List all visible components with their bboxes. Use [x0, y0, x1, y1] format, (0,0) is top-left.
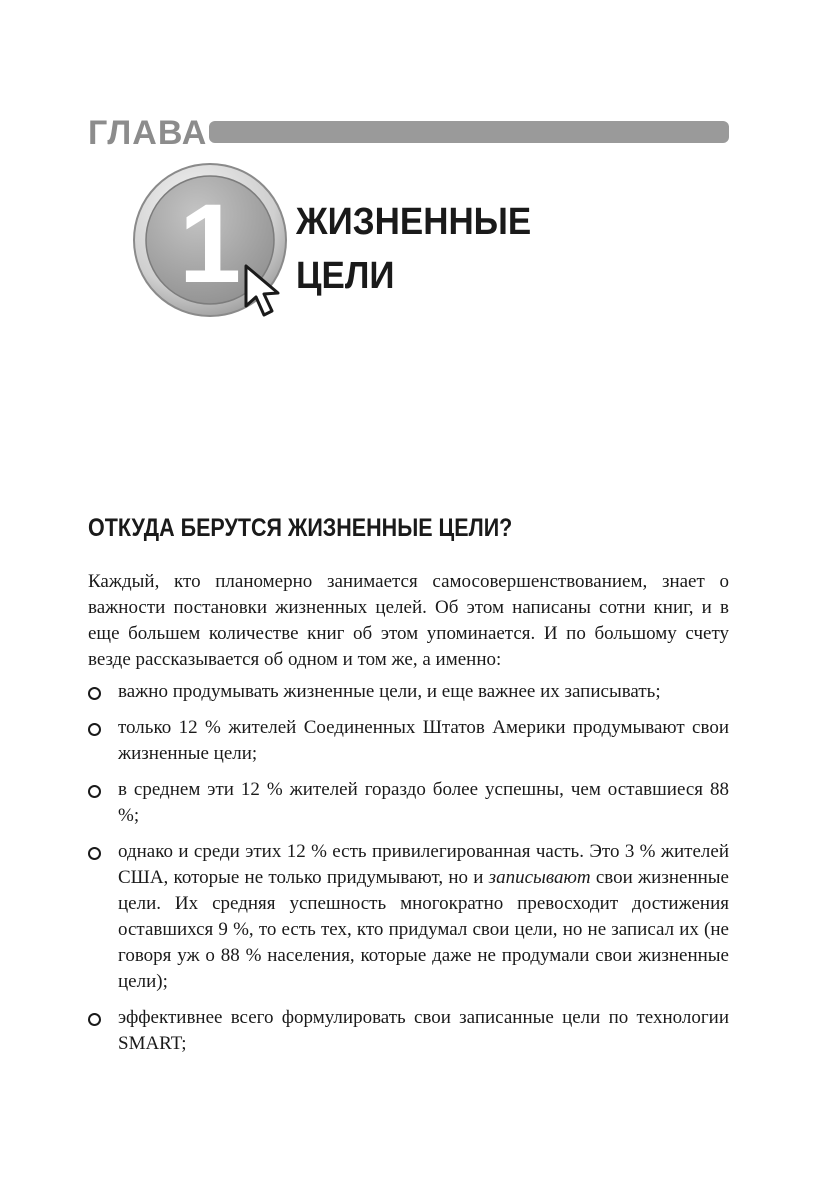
- list-item: [88, 1005, 729, 1057]
- chapter-title-line-2: ЦЕЛИ: [296, 255, 395, 297]
- list-item-emphasis: записывают: [488, 867, 591, 888]
- list-item-text-before: однако и среди этих 12 % есть привилегированная часть. Это 3 % жителей США, которые не только придумывают, но и: [118, 841, 729, 888]
- chapter-title: [296, 195, 531, 303]
- hollow-circle-bullet-icon: [88, 785, 101, 798]
- hollow-circle-bullet-icon: [88, 723, 101, 736]
- chapter-title-line-1: ЖИЗНЕННЫЕ: [296, 201, 532, 243]
- list-item: [88, 777, 729, 829]
- list-item-text: важно продумывать жизненные цели, и еще важнее их записывать;: [118, 681, 661, 702]
- hollow-circle-bullet-icon: [88, 847, 101, 860]
- hollow-circle-bullet-icon: [88, 687, 101, 700]
- list-item-text: только 12 % жителей Соединенных Штатов Америки продумывают свои жизненные цели;: [118, 717, 729, 764]
- bullet-list: [88, 679, 729, 1067]
- intro-paragraph: Каждый, кто планомерно занимается самосовершенствованием, знает о важности постановки жизненных целей. Об этом написаны сотни книг, и в еще большем количестве книг об этом упоминается. И по большому счету везде рассказывается об одном и том же, а именно:: [88, 571, 729, 670]
- list-item: [88, 679, 729, 705]
- chapter-bar: [209, 121, 729, 143]
- list-item-text: в среднем эти 12 % жителей гораздо более успешны, чем оставшиеся 88 %;: [118, 779, 729, 826]
- list-item: [88, 839, 729, 995]
- mouse-pointer-icon: [240, 262, 292, 320]
- section-heading: ОТКУДА БЕРУТСЯ ЖИЗНЕННЫЕ ЦЕЛИ?: [88, 514, 513, 542]
- list-item-text: эффективнее всего формулировать свои записанные цели по технологии SMART;: [118, 1007, 729, 1054]
- hollow-circle-bullet-icon: [88, 1013, 101, 1026]
- list-item-text-after: свои жизненные цели. Их средняя успешность многократно превосходит достижения оставшихся 9 %, то есть тех, кто придумал свои цели, но не записал их (не говоря уж о 88 % населения, которые даже не продумали свои жизненные цели);: [118, 867, 729, 992]
- chapter-number: 1: [178, 181, 242, 306]
- chapter-label: ГЛАВА: [88, 114, 208, 152]
- list-item: [88, 715, 729, 767]
